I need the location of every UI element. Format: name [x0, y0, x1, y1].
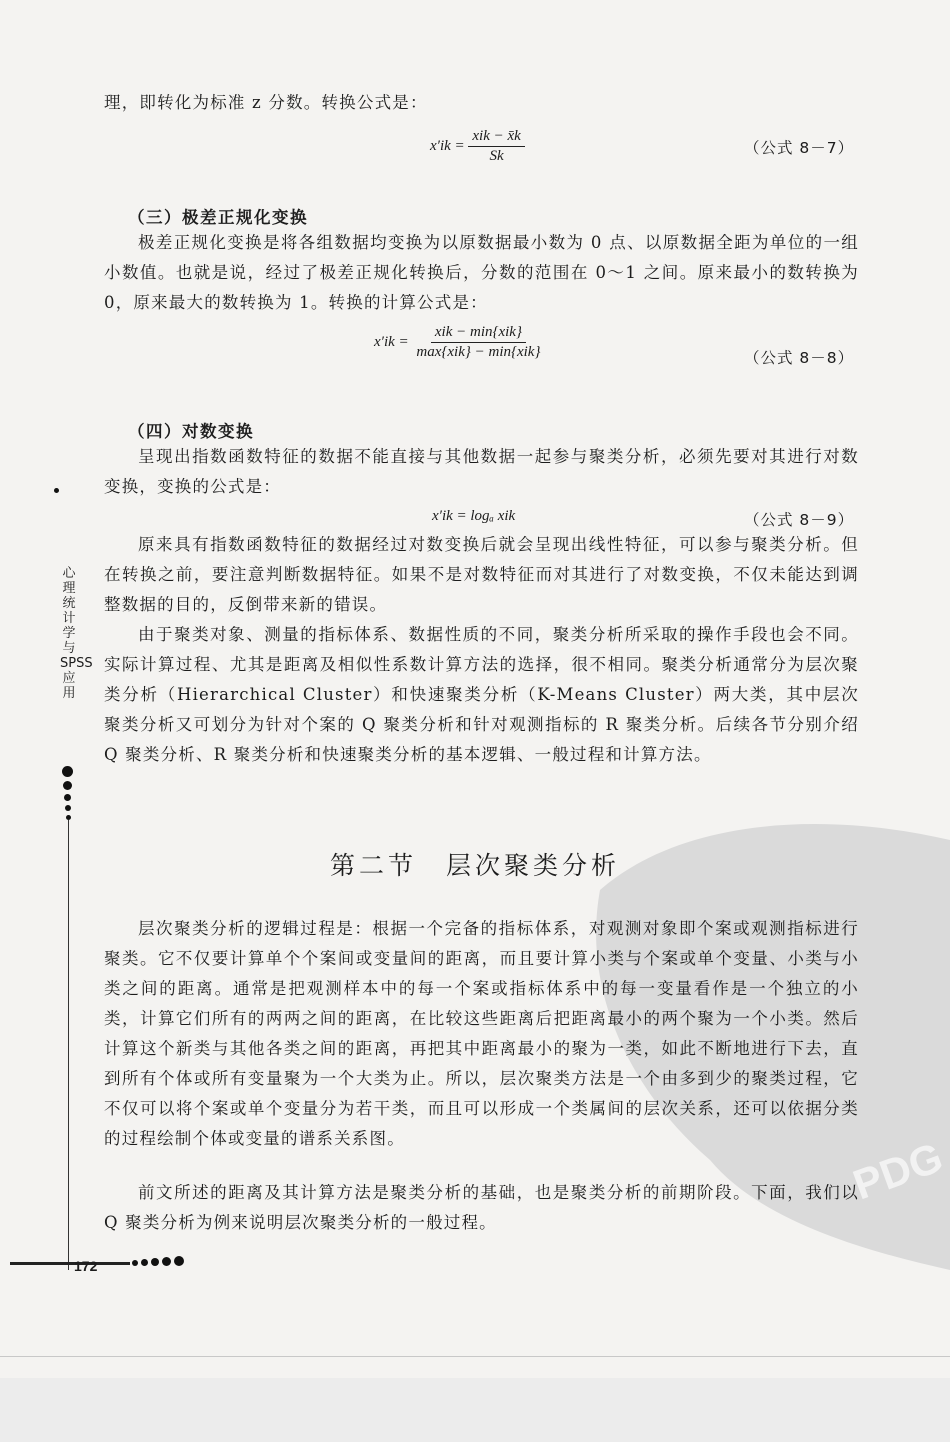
side-rule	[68, 820, 69, 1270]
formula-8-8-lhs: x′ik =	[374, 333, 409, 350]
footer-dot-3	[151, 1258, 159, 1266]
paragraph-cluster-types: 由于聚类对象、测量的指标体系、数据性质的不同，聚类分析所采取的操作手段也会不同。实际计算过程、尤其是距离及相似性系数计算方法的选择，很不相同。聚类分析通常分为层次聚类分析（Hierarchical Cluster）和快速聚类分析（K-Means Cluster）两大类，其中层次聚类分析又可划分为针对个案的 Q 聚类分析和针对观测指标的 R 聚类分析。后续各节分别介绍 Q 聚类分析、R 聚类分析和快速聚类分析的基本逻辑、一般过程和计算方法。	[104, 625, 859, 764]
formula-8-7-label: （公式 8－7）	[744, 139, 855, 157]
section-title: 第二节 层次聚类分析	[329, 851, 620, 880]
sec3-heading: （三）极差正规化变换	[128, 208, 308, 227]
formula-8-9-label: （公式 8－9）	[744, 511, 855, 529]
side-dot-3	[64, 794, 71, 801]
margin-dot	[54, 488, 59, 493]
intro-line: 理，即转化为标准 z 分数。转换公式是：	[104, 93, 428, 112]
formula-8-7-lhs: x′ik =	[430, 137, 465, 154]
page-number: 172	[74, 1258, 98, 1274]
side-label: 心理统计学与SPSS应用	[60, 566, 93, 701]
formula-8-8-label: （公式 8－8）	[744, 349, 855, 367]
side-dot-4	[65, 805, 71, 811]
side-dot-2	[63, 781, 72, 790]
formula-8-9: x′ik = logₐ xik	[432, 508, 516, 524]
formula-8-7	[430, 128, 525, 165]
watermark-text: PDG	[847, 1133, 949, 1209]
formula-8-8-denominator: max{xik} − min{xik}	[416, 344, 541, 360]
sec4-paragraph: 呈现出指数函数特征的数据不能直接与其他数据一起参与聚类分析，必须先要对其进行对数变换，变换的公式是：	[104, 447, 859, 496]
side-dot-5	[66, 815, 71, 820]
footer-dot-1	[132, 1260, 138, 1266]
formula-8-8-numerator: xik − min{xik}	[431, 324, 526, 343]
sec3-paragraph: 极差正规化变换是将各组数据均变换为以原数据最小数为 0 点、以原数据全距为单位的一组小数值。也就是说，经过了极差正规化转换后，分数的范围在 0～1 之间。原来最小的数转换为 0，原来最大的数转换为 1。转换的计算公式是：	[104, 233, 859, 312]
footer-rule	[10, 1262, 130, 1265]
paragraph-log-note: 原来具有指数函数特征的数据经过对数变换后就会呈现出线性特征，可以参与聚类分析。但在转换之前，要注意判断数据特征。如果不是对数特征而对其进行了对数变换，不仅未能达到调整数据的目的，反倒带来新的错误。	[104, 535, 859, 614]
side-dot-1	[62, 766, 73, 777]
bottom-band-line	[0, 1356, 950, 1357]
formula-8-7-numerator: xik − x̄k	[468, 128, 524, 147]
footer-dot-2	[141, 1259, 148, 1266]
sec4-heading: （四）对数变换	[128, 422, 254, 441]
formula-8-8	[374, 324, 544, 361]
footer-dot-4	[162, 1257, 171, 1266]
formula-8-7-denominator: Sk	[489, 148, 504, 164]
bottom-band	[0, 1378, 950, 1442]
paragraph-hier-1: 层次聚类分析的逻辑过程是：根据一个完备的指标体系，对观测对象即个案或观测指标进行聚类。它不仅要计算单个个案间或变量间的距离，而且要计算小类与个案或单个变量、小类与小类之间的距离。通常是把观测样本中的每一个案或指标体系中的每一变量看作是一个独立的小类，计算它们所有的两两之间的距离，在比较这些距离后把距离最小的两个聚为一个小类。然后计算这个新类与其他各类之间的距离，再把其中距离最小的聚为一类，如此不断地进行下去，直到所有个体或所有变量聚为一个大类为止。所以，层次聚类方法是一个由多到少的聚类过程，它不仅可以将个案或单个变量分为若干类，而且可以形成一个类属间的层次关系，还可以依据分类的过程绘制个体或变量的谱系关系图。	[104, 919, 859, 1148]
paragraph-hier-2: 前文所述的距离及其计算方法是聚类分析的基础，也是聚类分析的前期阶段。下面，我们以 Q 聚类分析为例来说明层次聚类分析的一般过程。	[104, 1183, 859, 1232]
footer-dot-5	[174, 1256, 184, 1266]
